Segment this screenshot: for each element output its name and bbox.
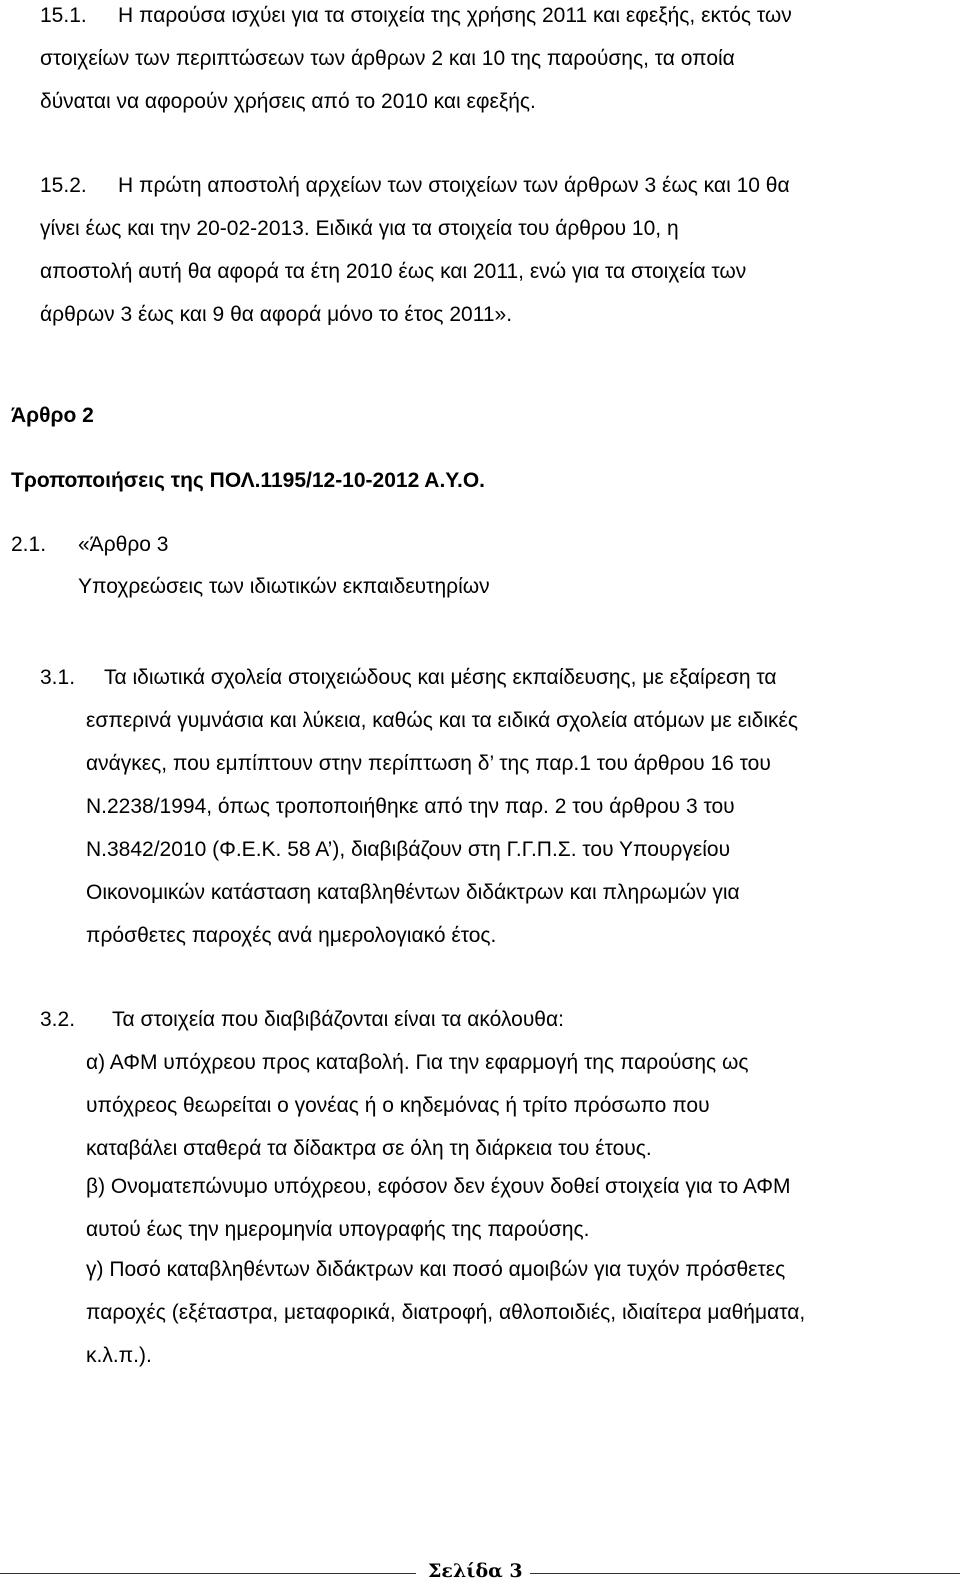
section-title: «Άρθρο 3	[78, 533, 169, 556]
paragraph-line: πρόσθετες παροχές ανά ημερολογιακό έτος.	[86, 924, 497, 947]
paragraph-line: Τα ιδιωτικά σχολεία στοιχειώδους και μέσης εκπαίδευσης, με εξαίρεση τα	[104, 666, 777, 689]
page-number: Σελίδα 3	[428, 1560, 523, 1582]
paragraph-line: άρθρων 3 έως και 9 θα αφορά μόνο το έτος 2011».	[40, 303, 513, 326]
list-item-c	[86, 1248, 936, 1377]
paragraph-line: δύναται να αφορούν χρήσεις από το 2010 και εφεξής.	[40, 90, 536, 113]
paragraph-15-1	[118, 0, 938, 37]
paragraph-line: στοιχείων των περιπτώσεων των άρθρων 2 και 10 της παρούσης, τα οποία	[40, 47, 735, 70]
footer-rule-right	[530, 1573, 960, 1574]
list-item-line: υπόχρεος θεωρείται ο γονέας ή ο κηδεμόνας ή τρίτο πρόσωπο που	[86, 1094, 710, 1117]
paragraph-15-1-cont	[40, 37, 938, 123]
paragraph-number: 15.2.	[40, 174, 87, 197]
paragraph-number: 3.1.	[40, 666, 76, 689]
article-heading: Άρθρο 2	[11, 404, 94, 427]
paragraph-line: αποστολή αυτή θα αφορά τα έτη 2010 έως και 2011, ενώ για τα στοιχεία των	[40, 260, 747, 283]
paragraph-line: εσπερινά γυμνάσια και λύκεια, καθώς και τα ειδικά σχολεία ατόμων με ειδικές	[86, 709, 798, 732]
paragraph-3-1	[104, 656, 934, 699]
paragraph-line: Ν.2238/1994, όπως τροποποιήθηκε από την παρ. 2 του άρθρου 3 του	[86, 795, 735, 818]
list-item-a	[86, 1041, 936, 1170]
article-subheading: Τροποποιήσεις της ΠΟΛ.1195/12-10-2012 Α.Υ.Ο.	[11, 469, 486, 492]
list-item-line: καταβάλει σταθερά τα δίδακτρα σε όλη τη διάρκεια του έτους.	[86, 1137, 652, 1160]
footer-rule-left	[0, 1573, 416, 1574]
section-subtitle: Υποχρεώσεις των ιδιωτικών εκπαιδευτηρίων	[78, 575, 490, 598]
paragraph-line: Ν.3842/2010 (Φ.Ε.Κ. 58 Α’), διαβιβάζουν στη Γ.Γ.Π.Σ. του Υπουργείου	[86, 838, 731, 861]
list-item-line: α) ΑΦΜ υπόχρεου προς καταβολή. Για την εφαρμογή της παρούσης ως	[86, 1051, 749, 1074]
list-item-line: κ.λ.π.).	[86, 1344, 152, 1367]
paragraph-number: 15.1.	[40, 4, 87, 27]
paragraph-line: ανάγκες, που εμπίπτουν στην περίπτωση δ’ της παρ.1 του άρθρου 16 του	[86, 752, 771, 775]
list-item-b	[86, 1165, 936, 1251]
paragraph-number: 3.2.	[40, 1008, 76, 1031]
section-number: 2.1.	[11, 533, 47, 556]
list-item-line: γ) Ποσό καταβληθέντων διδάκτρων και ποσό αμοιβών για τυχόν πρόσθετες	[86, 1258, 786, 1281]
list-item-line: αυτού έως την ημερομηνία υπογραφής της παρούσης.	[86, 1218, 590, 1241]
paragraph-15-2	[118, 164, 938, 207]
paragraph-intro: Τα στοιχεία που διαβιβάζονται είναι τα ακόλουθα:	[112, 1008, 564, 1031]
paragraph-line: Οικονομικών κατάσταση καταβληθέντων διδάκτρων και πληρωμών για	[86, 881, 740, 904]
list-item-line: παροχές (εξέταστρα, μεταφορικά, διατροφή, αθλοποιδιές, ιδιαίτερα μαθήματα,	[86, 1301, 806, 1324]
paragraph-line: Η παρούσα ισχύει για τα στοιχεία της χρήσης 2011 και εφεξής, εκτός των	[118, 4, 792, 27]
list-item-line: β) Ονοματεπώνυμο υπόχρεου, εφόσον δεν έχουν δοθεί στοιχεία για το ΑΦΜ	[86, 1175, 791, 1198]
paragraph-3-1-cont	[86, 699, 936, 957]
paragraph-line: γίνει έως και την 20-02-2013. Ειδικά για τα στοιχεία του άρθρου 10, η	[40, 217, 679, 240]
paragraph-line: Η πρώτη αποστολή αρχείων των στοιχείων των άρθρων 3 έως και 10 θα	[118, 174, 790, 197]
paragraph-15-2-cont	[40, 207, 938, 336]
